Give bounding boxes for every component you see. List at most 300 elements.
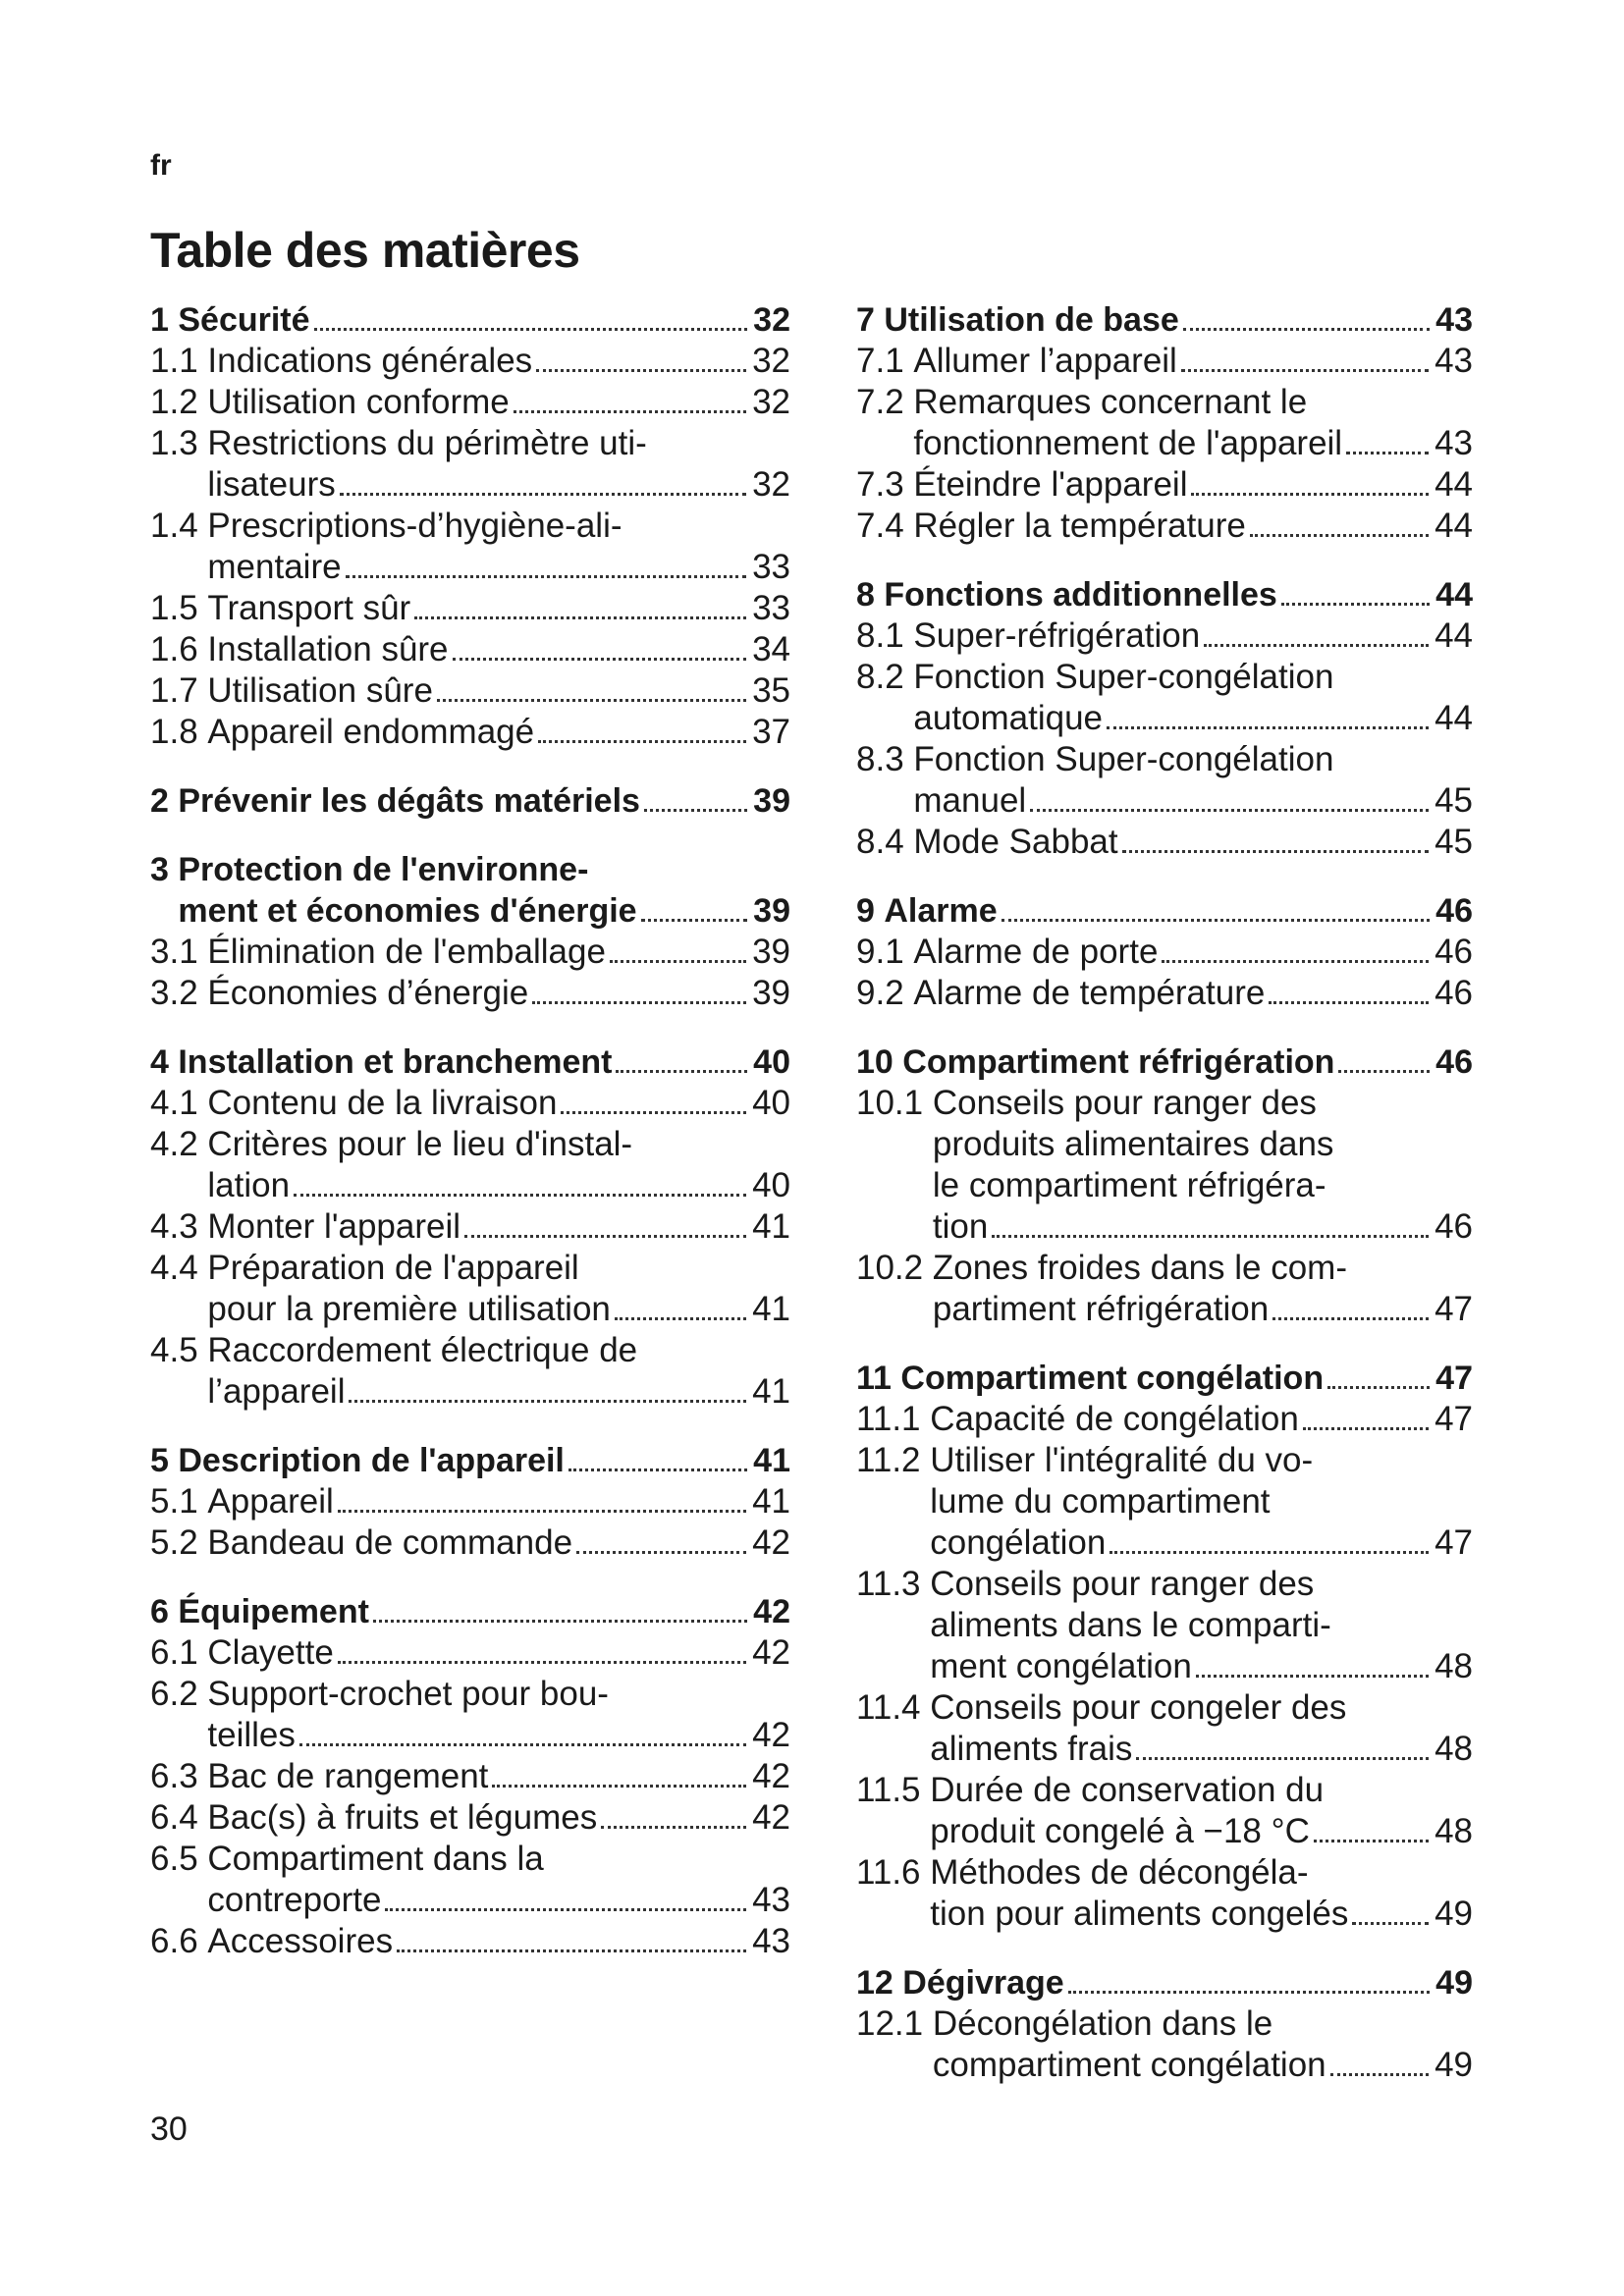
toc-subsection-entry[interactable] (856, 341, 1473, 382)
toc-entry-number: 11.3 (856, 1565, 931, 1603)
toc-entry-title: le compartiment réfrigéra- (932, 1166, 1326, 1204)
toc-entry-number: 5 (150, 1442, 179, 1479)
dot-leader (644, 809, 747, 812)
dot-leader (538, 740, 746, 743)
toc-entry-number: 10.1 (856, 1084, 933, 1122)
toc-chapter-entry[interactable] (150, 1041, 790, 1083)
toc-page-number: 41 (753, 1442, 790, 1479)
dot-leader (536, 369, 746, 372)
toc-entry-title: Utilisation conforme (207, 383, 510, 421)
toc-entry-title: Appareil endommagé (207, 713, 535, 751)
dot-leader (1030, 809, 1429, 812)
toc-page-number: 42 (753, 1593, 790, 1630)
toc-entry-number: 9 (856, 892, 885, 930)
toc-subsection-entry[interactable] (150, 1522, 790, 1564)
toc-page-number: 41 (752, 1372, 790, 1411)
toc-subsection-entry[interactable] (150, 506, 790, 588)
toc-section (150, 1440, 790, 1564)
dot-leader (1162, 960, 1429, 963)
toc-entry-title: Critères pour le lieu d'instal- (207, 1125, 633, 1163)
toc-page-number: 42 (752, 1798, 790, 1837)
toc-entry-number: 11.6 (856, 1853, 931, 1892)
toc-page-number: 44 (1435, 616, 1473, 655)
toc-entry-title: Raccordement électrique de (207, 1331, 638, 1369)
toc-page-number: 47 (1435, 1290, 1473, 1328)
toc-subsection-entry[interactable] (856, 464, 1473, 506)
toc-subsection-entry[interactable] (856, 657, 1473, 739)
toc-entry-title: Appareil (207, 1482, 334, 1521)
language-code: fr (150, 149, 172, 182)
toc-subsection-entry[interactable] (150, 1632, 790, 1674)
toc-entry-title: Clayette (207, 1633, 334, 1672)
toc-entry-title: Capacité de congélation (930, 1400, 1299, 1438)
dot-leader (1122, 850, 1429, 853)
toc-entry-number: 7 (856, 301, 885, 339)
toc-column-left (150, 299, 790, 1990)
toc-page-number: 39 (752, 933, 790, 971)
toc-entry-number: 11.4 (856, 1688, 931, 1727)
toc-entry-title: Protection de l'environne- (178, 851, 589, 888)
toc-entry-title: Allumer l’appareil (913, 342, 1177, 380)
dot-leader (1181, 369, 1429, 372)
toc-entry-number: 3.1 (150, 933, 208, 971)
toc-page-number: 41 (752, 1290, 790, 1328)
toc-chapter-entry[interactable] (856, 1041, 1473, 1083)
toc-entry-title: Bac(s) à fruits et légumes (207, 1798, 598, 1837)
toc-entry-number: 1.4 (150, 507, 208, 545)
toc-entry-title: Prévenir les dégâts matériels (178, 782, 640, 820)
toc-entry-title: Conseils pour ranger des (932, 1084, 1317, 1122)
toc-subsection-entry[interactable] (150, 973, 790, 1014)
toc-entry-title: Remarques concernant le (913, 383, 1308, 421)
toc-entry-number: 11.2 (856, 1441, 931, 1479)
toc-chapter-entry[interactable] (856, 1962, 1473, 2003)
toc-subsection-entry[interactable] (856, 1083, 1473, 1248)
toc-entry-title: Compartiment congélation (900, 1360, 1325, 1397)
toc-entry-title: Accessoires (207, 1922, 394, 1960)
toc-chapter-entry[interactable] (150, 1440, 790, 1481)
toc-entry-title: Méthodes de décongéla- (930, 1853, 1309, 1892)
toc-entry-number: 6.1 (150, 1633, 208, 1672)
toc-entry-title: Élimination de l'emballage (207, 933, 606, 971)
toc-entry-title: fonctionnement de l'appareil (913, 424, 1343, 462)
toc-subsection-entry[interactable] (856, 822, 1473, 863)
toc-entry-title: Dégivrage (902, 1964, 1064, 2002)
toc-page-number: 43 (1435, 342, 1473, 380)
toc-page-number: 49 (1435, 1964, 1473, 2002)
toc-entry-title: Installation sûre (207, 630, 449, 668)
toc-entry-number: 7.1 (856, 342, 914, 380)
toc-section (150, 299, 790, 753)
toc-entry-number: 8.2 (856, 658, 914, 696)
toc-page-number: 37 (752, 713, 790, 751)
toc-subsection-entry[interactable] (150, 1674, 790, 1756)
toc-subsection-entry[interactable] (856, 1440, 1473, 1564)
toc-subsection-entry[interactable] (150, 712, 790, 753)
toc-page-number: 49 (1435, 1895, 1473, 1933)
toc-entry-title: lation (207, 1166, 291, 1204)
toc-entry-title: Équipement (178, 1593, 369, 1630)
toc-page-number: 39 (753, 782, 790, 820)
toc-entry-title: tion pour aliments congelés (930, 1895, 1349, 1933)
toc-subsection-entry[interactable] (150, 423, 790, 506)
toc-page-number: 41 (752, 1482, 790, 1521)
toc-entry-number: 2 (150, 782, 179, 820)
toc-section (856, 1041, 1473, 1330)
toc-subsection-entry[interactable] (150, 1124, 790, 1206)
toc-subsection-entry[interactable] (856, 1770, 1473, 1852)
toc-entry-title: Alarme de porte (913, 933, 1159, 971)
toc-entry-title: Préparation de l'appareil (207, 1249, 579, 1287)
toc-subsection-entry[interactable] (150, 1083, 790, 1124)
toc-page-number: 46 (1435, 1043, 1473, 1081)
toc-page-number: 40 (753, 1043, 790, 1081)
toc-entry-title: congélation (930, 1523, 1107, 1562)
dot-leader (992, 1235, 1429, 1238)
dot-leader (1110, 1551, 1429, 1554)
toc-entry-title: mentaire (207, 548, 342, 586)
toc-entry-title: lume du compartiment (930, 1482, 1271, 1521)
toc-entry-title: Fonctions additionnelles (884, 576, 1277, 614)
toc-entry-title: Économies d’énergie (207, 974, 529, 1012)
toc-entry-title: Sécurité (178, 301, 310, 339)
toc-entry-title: Éteindre l'appareil (913, 465, 1188, 504)
toc-entry-title: Conseils pour congeler des (930, 1688, 1347, 1727)
toc-subsection-entry[interactable] (150, 1839, 790, 1921)
toc-page-number: 44 (1435, 699, 1473, 737)
toc-page-number: 43 (752, 1922, 790, 1960)
toc-entry-title: Fonction Super-congélation (913, 740, 1334, 778)
toc-page-number: 43 (1435, 424, 1473, 462)
dot-leader (492, 1785, 746, 1788)
toc-page-number: 32 (752, 465, 790, 504)
dot-leader (568, 1468, 747, 1471)
toc-subsection-entry[interactable] (856, 615, 1473, 657)
toc-entry-number: 3.2 (150, 974, 208, 1012)
toc-section (150, 849, 790, 1014)
toc-entry-title: ment congélation (930, 1647, 1192, 1685)
dot-leader (414, 616, 746, 619)
toc-section (856, 890, 1473, 1014)
toc-subsection-entry[interactable] (856, 1248, 1473, 1330)
dot-leader (576, 1551, 746, 1554)
toc-entry-title: Bandeau de commande (207, 1523, 573, 1562)
dot-leader (397, 1949, 746, 1952)
toc-page-number: 42 (752, 1523, 790, 1562)
toc-entry-number: 5.1 (150, 1482, 208, 1521)
toc-entry-number: 7.4 (856, 507, 914, 545)
toc-entry-title: Mode Sabbat (913, 823, 1118, 861)
toc-entry-number: 8 (856, 576, 885, 614)
dot-leader (340, 493, 746, 496)
page-title: Table des matières (150, 223, 580, 278)
toc-column-right (856, 299, 1473, 2113)
toc-page-number: 43 (1435, 301, 1473, 339)
toc-entry-number: 4.1 (150, 1084, 208, 1122)
toc-page-number: 44 (1435, 507, 1473, 545)
dot-leader (1107, 726, 1429, 729)
toc-entry-title: Alarme de température (913, 974, 1266, 1012)
toc-entry-title: Alarme (884, 892, 998, 930)
dot-leader (453, 658, 747, 661)
dot-leader (615, 1317, 746, 1320)
dot-leader (1183, 328, 1430, 331)
toc-entry-number: 7.3 (856, 465, 914, 504)
toc-page-number: 39 (752, 974, 790, 1012)
toc-entry-title: aliments frais (930, 1730, 1133, 1768)
dot-leader (385, 1908, 746, 1911)
toc-entry-number: 6.5 (150, 1840, 208, 1878)
toc-entry-number: 1.1 (150, 342, 208, 380)
toc-entry-number: 5.2 (150, 1523, 208, 1562)
toc-entry-number: 8.1 (856, 616, 914, 655)
dot-leader (437, 699, 746, 702)
dot-leader (1269, 1001, 1429, 1004)
dot-leader (373, 1620, 747, 1623)
toc-page-number: 40 (752, 1166, 790, 1204)
toc-entry-number: 6.4 (150, 1798, 208, 1837)
toc-subsection-entry[interactable] (150, 1206, 790, 1248)
dot-leader (601, 1826, 746, 1829)
toc-chapter-entry[interactable] (856, 890, 1473, 932)
toc-entry-number: 1 (150, 301, 179, 339)
dot-leader (1068, 1991, 1431, 1994)
toc-subsection-entry[interactable] (150, 1330, 790, 1413)
toc-subsection-entry[interactable] (150, 1248, 790, 1330)
toc-entry-number: 1.7 (150, 671, 208, 710)
toc-page-number: 47 (1435, 1400, 1473, 1438)
dot-leader (1327, 1386, 1430, 1389)
toc-entry-number: 1.5 (150, 589, 208, 627)
toc-entry-number: 12 (856, 1964, 903, 2002)
dot-leader (1338, 1070, 1430, 1073)
toc-entry-title: Utiliser l'intégralité du vo- (930, 1441, 1314, 1479)
toc-entry-number: 7.2 (856, 383, 914, 421)
toc-page-number: 32 (753, 301, 790, 339)
toc-page-number: 48 (1435, 1812, 1473, 1850)
toc-entry-title: Support-crochet pour bou- (207, 1675, 609, 1713)
toc-page-number: 44 (1435, 465, 1473, 504)
toc-entry-number: 3 (150, 851, 179, 888)
toc-page-number: 47 (1435, 1360, 1473, 1397)
toc-section (150, 1041, 790, 1413)
toc-entry-title: Installation et branchement (178, 1043, 613, 1081)
toc-entry-title: Fonction Super-congélation (913, 658, 1334, 696)
toc-page-number: 32 (752, 342, 790, 380)
toc-entry-title: Description de l'appareil (178, 1442, 565, 1479)
toc-section (150, 780, 790, 822)
toc-entry-number: 1.6 (150, 630, 208, 668)
toc-subsection-entry[interactable] (856, 506, 1473, 547)
toc-chapter-entry[interactable] (150, 780, 790, 822)
toc-chapter-entry[interactable] (150, 1591, 790, 1632)
toc-subsection-entry[interactable] (856, 1687, 1473, 1770)
toc-page-number: 48 (1435, 1647, 1473, 1685)
toc-entry-number: 6 (150, 1593, 179, 1630)
dot-leader (1330, 2073, 1429, 2076)
toc-entry-title: pour la première utilisation (207, 1290, 611, 1328)
toc-page-number: 43 (752, 1881, 790, 1919)
toc-entry-title: contreporte (207, 1881, 382, 1919)
toc-page-number: 49 (1435, 2046, 1473, 2084)
dot-leader (1191, 493, 1429, 496)
toc-page-number: 46 (1435, 933, 1473, 971)
toc-entry-number: 10.2 (856, 1249, 933, 1287)
toc-page-number: 32 (752, 383, 790, 421)
toc-chapter-entry[interactable] (856, 574, 1473, 615)
toc-entry-number: 1.3 (150, 424, 208, 462)
toc-subsection-entry[interactable] (856, 932, 1473, 973)
toc-entry-number: 4.5 (150, 1331, 208, 1369)
dot-leader (1352, 1922, 1429, 1925)
toc-subsection-entry[interactable] (856, 1852, 1473, 1935)
dot-leader (299, 1743, 746, 1746)
toc-entry-number: 4.4 (150, 1249, 208, 1287)
toc-entry-title: aliments dans le comparti- (930, 1606, 1331, 1644)
toc-subsection-entry[interactable] (150, 932, 790, 973)
toc-page-number: 46 (1435, 974, 1473, 1012)
dot-leader (1136, 1757, 1429, 1760)
toc-section (856, 1358, 1473, 1935)
toc-page-number: 42 (752, 1716, 790, 1754)
toc-section (856, 299, 1473, 547)
dot-leader (1196, 1675, 1429, 1678)
toc-section (856, 1962, 1473, 2086)
toc-entry-title: Indications générales (207, 342, 533, 380)
toc-page-number: 45 (1435, 781, 1473, 820)
toc-entry-title: Compartiment réfrigération (902, 1043, 1335, 1081)
toc-entry-title: Contenu de la livraison (207, 1084, 558, 1122)
toc-entry-title: teilles (207, 1716, 296, 1754)
toc-entry-title: compartiment congélation (932, 2046, 1326, 2084)
toc-subsection-entry[interactable] (150, 1481, 790, 1522)
dot-leader (532, 1001, 746, 1004)
toc-page-number: 40 (752, 1084, 790, 1122)
dot-leader (610, 960, 746, 963)
toc-subsection-entry[interactable] (150, 1921, 790, 1962)
toc-entry-title: l’appareil (207, 1372, 346, 1411)
toc-entry-title: produit congelé à −18 °C (930, 1812, 1310, 1850)
toc-entry-title: produits alimentaires dans (932, 1125, 1334, 1163)
toc-entry-title: Utilisation de base (884, 301, 1179, 339)
dot-leader (314, 328, 748, 331)
dot-leader (514, 410, 746, 413)
toc-entry-title: Restrictions du périmètre uti- (207, 424, 647, 462)
toc-entry-number: 11.1 (856, 1400, 931, 1438)
toc-subsection-entry[interactable] (150, 1756, 790, 1797)
toc-subsection-entry[interactable] (856, 2003, 1473, 2086)
dot-leader (1250, 534, 1429, 537)
toc-subsection-entry[interactable] (150, 1797, 790, 1839)
toc-page-number: 46 (1435, 892, 1473, 930)
toc-section (856, 574, 1473, 863)
toc-entry-number: 9.1 (856, 933, 914, 971)
toc-entry-title: Prescriptions-d’hygiène-ali- (207, 507, 623, 545)
toc-page-number: 46 (1435, 1207, 1473, 1246)
dot-leader (641, 919, 748, 922)
toc-entry-title: Utilisation sûre (207, 671, 433, 710)
toc-entry-number: 4 (150, 1043, 179, 1081)
dot-leader (294, 1194, 746, 1197)
toc-entry-title: Conseils pour ranger des (930, 1565, 1315, 1603)
toc-subsection-entry[interactable] (856, 1399, 1473, 1440)
toc-entry-title: Compartiment dans la (207, 1840, 544, 1878)
toc-entry-number: 1.8 (150, 713, 208, 751)
toc-entry-title: Bac de rangement (207, 1757, 489, 1795)
toc-subsection-entry[interactable] (150, 588, 790, 629)
dot-leader (561, 1111, 746, 1114)
toc-entry-number: 12.1 (856, 2004, 933, 2043)
toc-page-number: 48 (1435, 1730, 1473, 1768)
toc-subsection-entry[interactable] (856, 739, 1473, 822)
toc-page-number: 44 (1435, 576, 1473, 614)
toc-chapter-entry[interactable] (856, 1358, 1473, 1399)
dot-leader (616, 1070, 747, 1073)
toc-entry-title: Décongélation dans le (932, 2004, 1273, 2043)
toc-page-number: 33 (752, 548, 790, 586)
toc-entry-title: Transport sûr (207, 589, 411, 627)
toc-entry-number: 10 (856, 1043, 903, 1081)
toc-subsection-entry[interactable] (150, 629, 790, 670)
toc-subsection-entry[interactable] (150, 341, 790, 382)
toc-chapter-entry[interactable] (856, 299, 1473, 341)
toc-entry-number: 6.3 (150, 1757, 208, 1795)
dot-leader (1281, 603, 1430, 606)
toc-subsection-entry[interactable] (856, 973, 1473, 1014)
toc-entry-title: tion (932, 1207, 989, 1246)
toc-page-number: 41 (752, 1207, 790, 1246)
toc-entry-number: 9.2 (856, 974, 914, 1012)
toc-entry-number: 11.5 (856, 1771, 931, 1809)
toc-chapter-entry[interactable] (150, 849, 790, 932)
dot-leader (1303, 1427, 1429, 1430)
toc-page-number: 35 (752, 671, 790, 710)
toc-page-number: 33 (752, 589, 790, 627)
toc-subsection-entry[interactable] (150, 670, 790, 712)
toc-entry-title: Zones froides dans le com- (932, 1249, 1347, 1287)
toc-entry-number: 8.4 (856, 823, 914, 861)
dot-leader (464, 1235, 746, 1238)
dot-leader (1272, 1317, 1429, 1320)
toc-page-number: 42 (752, 1757, 790, 1795)
toc-subsection-entry[interactable] (856, 1564, 1473, 1687)
toc-entry-number: 4.2 (150, 1125, 208, 1163)
toc-entry-title: ment et économies d'énergie (178, 892, 637, 930)
dot-leader (338, 1661, 746, 1664)
toc-entry-title: Durée de conservation du (930, 1771, 1325, 1809)
dot-leader (349, 1400, 746, 1403)
toc-entry-title: Monter l'appareil (207, 1207, 461, 1246)
toc-page-number: 47 (1435, 1523, 1473, 1562)
toc-entry-number: 6.2 (150, 1675, 208, 1713)
toc-page-number: 45 (1435, 823, 1473, 861)
toc-chapter-entry[interactable] (150, 299, 790, 341)
toc-page-number: 34 (752, 630, 790, 668)
toc-entry-title: partiment réfrigération (932, 1290, 1270, 1328)
page-number: 30 (150, 2110, 188, 2148)
toc-entry-number: 6.6 (150, 1922, 208, 1960)
toc-entry-number: 8.3 (856, 740, 914, 778)
toc-subsection-entry[interactable] (856, 382, 1473, 464)
toc-page-number: 39 (753, 892, 790, 930)
dot-leader (1001, 919, 1431, 922)
toc-entry-title: lisateurs (207, 465, 336, 504)
dot-leader (1346, 452, 1429, 454)
toc-entry-number: 4.3 (150, 1207, 208, 1246)
toc-entry-number: 1.2 (150, 383, 208, 421)
dot-leader (346, 575, 747, 578)
toc-subsection-entry[interactable] (150, 382, 790, 423)
